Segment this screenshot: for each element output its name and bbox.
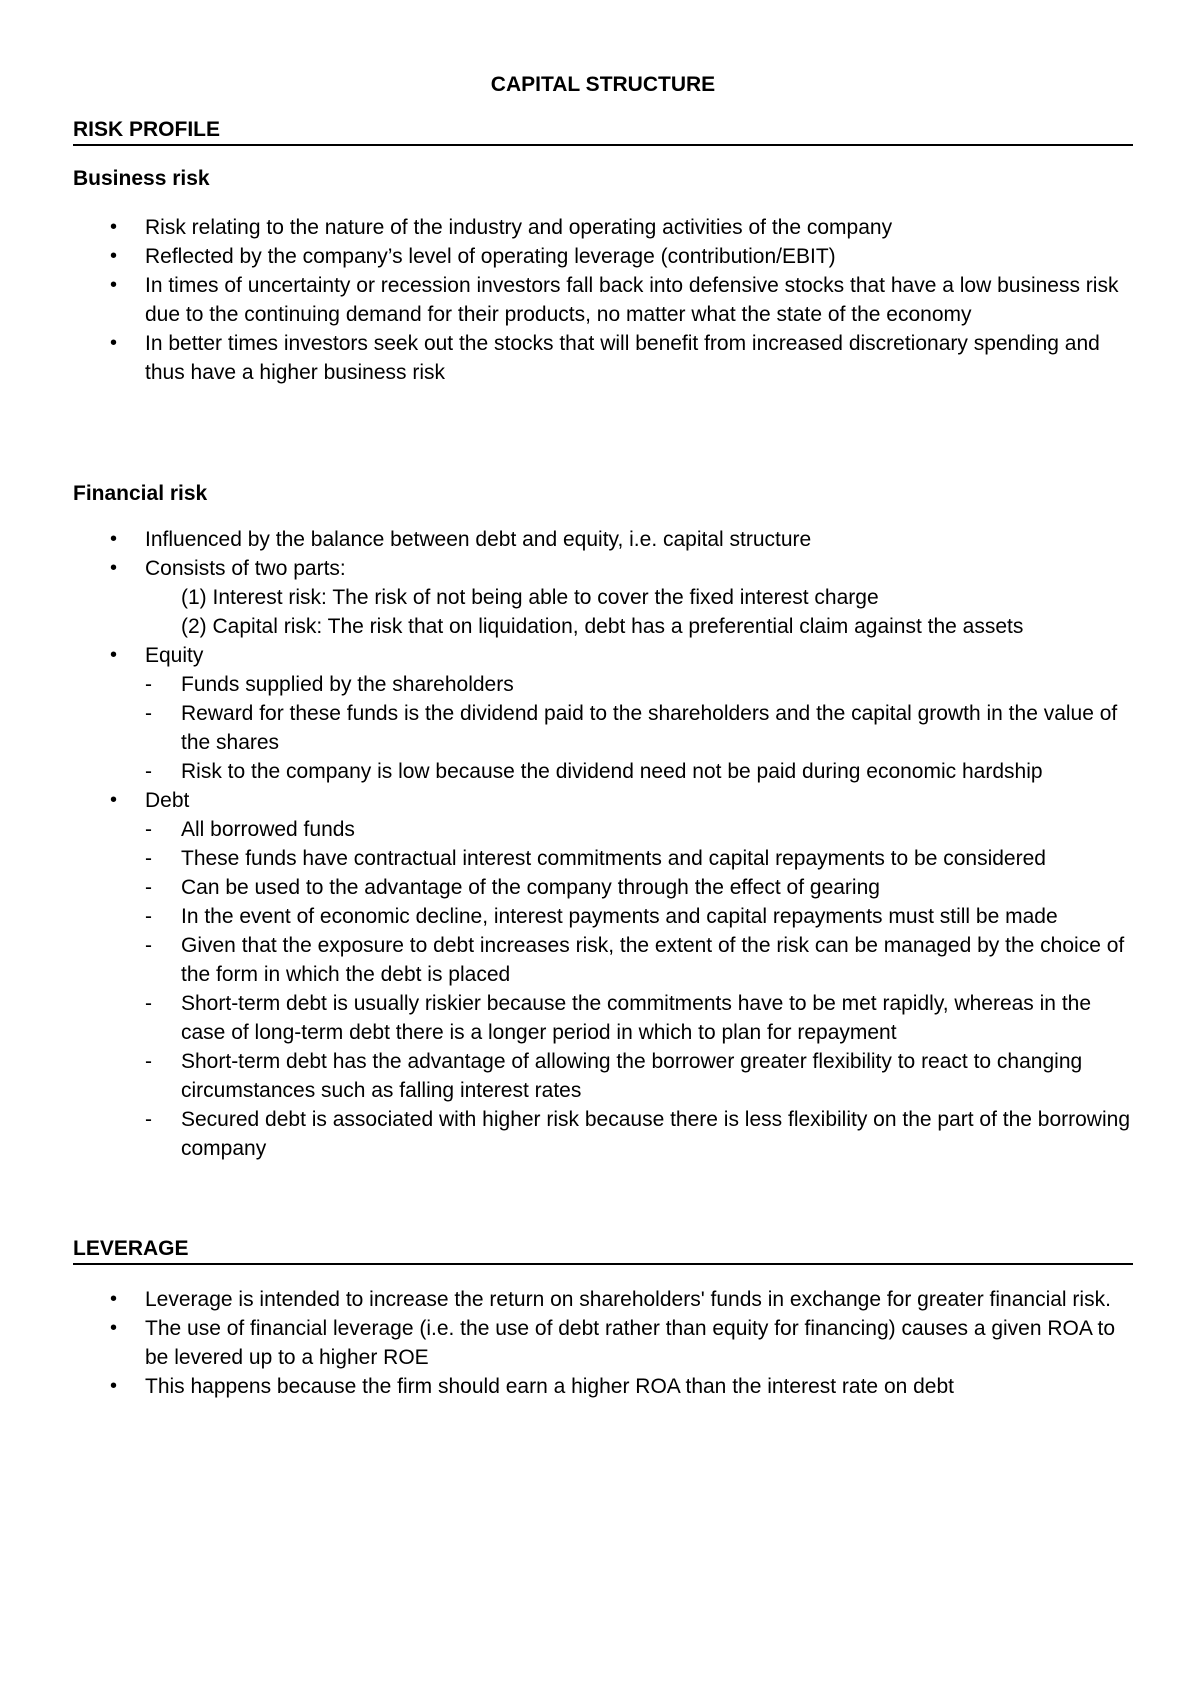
debt-points xyxy=(145,815,1133,1163)
debt-point-text: Can be used to the advantage of the company through the effect of gearing xyxy=(181,876,880,899)
bullet-icon: • xyxy=(110,789,118,811)
list-item-text: Leverage is intended to increase the return on shareholders' funds in exchange for greater financial risk. xyxy=(145,1288,1111,1311)
list-item xyxy=(73,525,1133,554)
debt-point-text: These funds have contractual interest commitments and capital repayments to be considered xyxy=(181,847,1046,870)
debt-point xyxy=(145,989,1133,1047)
debt-point-text: All borrowed funds xyxy=(181,818,355,841)
list-item-text: Reflected by the company’s level of operating leverage (contribution/EBIT) xyxy=(145,245,836,268)
bullet-icon: • xyxy=(110,1375,118,1397)
debt-point-text: Short-term debt has the advantage of allowing the borrower greater flexibility to react to changing circumstances such as falling interest rates xyxy=(181,1050,1083,1102)
equity-point xyxy=(145,670,1133,699)
dash-icon: - xyxy=(145,847,152,870)
list-item xyxy=(73,1314,1133,1372)
financial-risk-list xyxy=(73,525,1133,1163)
list-item xyxy=(73,242,1133,271)
bullet-icon: • xyxy=(110,274,118,296)
debt-point xyxy=(145,873,1133,902)
equity-points xyxy=(145,670,1133,786)
debt-point xyxy=(145,815,1133,844)
bullet-icon: • xyxy=(110,1288,118,1310)
debt-point xyxy=(145,844,1133,873)
subheading-business-risk: Business risk xyxy=(73,167,210,190)
equity-point xyxy=(145,757,1133,786)
dash-icon: - xyxy=(145,876,152,899)
dash-icon: - xyxy=(145,818,152,841)
section-heading-risk-profile: RISK PROFILE xyxy=(73,116,1133,146)
dash-icon: - xyxy=(145,760,152,783)
debt-point xyxy=(145,902,1133,931)
bullet-icon: • xyxy=(110,644,118,666)
list-item-text: This happens because the firm should earn a higher ROA than the interest rate on debt xyxy=(145,1375,955,1398)
dash-icon: - xyxy=(145,992,152,1015)
dash-icon: - xyxy=(145,1050,152,1073)
debt-point xyxy=(145,1105,1133,1163)
list-item xyxy=(73,641,1133,786)
list-item xyxy=(73,213,1133,242)
list-item xyxy=(73,1372,1133,1401)
debt-label: Debt xyxy=(145,789,190,812)
debt-point xyxy=(145,931,1133,989)
debt-point-text: Short-term debt is usually riskier because the commitments have to be met rapidly, whereas in the case of long-term debt there is a longer period in which to plan for repayment xyxy=(181,992,1092,1044)
section-heading-leverage: LEVERAGE xyxy=(73,1235,1133,1265)
list-item xyxy=(73,1285,1133,1314)
bullet-icon: • xyxy=(110,528,118,550)
list-item-text: Consists of two parts: xyxy=(145,557,346,580)
bullet-icon: • xyxy=(110,1317,118,1339)
dash-icon: - xyxy=(145,702,152,725)
dash-icon: - xyxy=(145,934,152,957)
dash-icon: - xyxy=(145,673,152,696)
dash-icon: - xyxy=(145,905,152,928)
bullet-icon: • xyxy=(110,557,118,579)
subheading-financial-risk: Financial risk xyxy=(73,482,208,505)
list-item-text: Influenced by the balance between debt and equity, i.e. capital structure xyxy=(145,528,812,551)
equity-label: Equity xyxy=(145,644,204,667)
debt-point-text: In the event of economic decline, interest payments and capital repayments must still be made xyxy=(181,905,1058,928)
risk-part-capital: (2) Capital risk: The risk that on liquidation, debt has a preferential claim against the assets xyxy=(181,615,1024,638)
list-item xyxy=(73,786,1133,1163)
equity-point-text: Risk to the company is low because the dividend need not be paid during economic hardship xyxy=(181,760,1043,783)
debt-point xyxy=(145,1047,1133,1105)
list-item-text: The use of financial leverage (i.e. the use of debt rather than equity for financing) causes a given ROA to be levered up to a higher ROE xyxy=(145,1317,1116,1369)
document-title: CAPITAL STRUCTURE xyxy=(490,73,716,96)
list-item xyxy=(73,271,1133,329)
equity-point xyxy=(145,699,1133,757)
list-item xyxy=(73,329,1133,387)
list-item-text: In times of uncertainty or recession investors fall back into defensive stocks that have a low business risk due to the continuing demand for their products, no matter what the state of the economy xyxy=(145,274,1119,326)
risk-part-interest: (1) Interest risk: The risk of not being able to cover the fixed interest charge xyxy=(181,586,879,609)
bullet-icon: • xyxy=(110,216,118,238)
dash-icon: - xyxy=(145,1108,152,1131)
list-item-text: In better times investors seek out the stocks that will benefit from increased discretionary spending and thus have a higher business risk xyxy=(145,332,1100,384)
leverage-list xyxy=(73,1285,1133,1401)
list-item xyxy=(73,554,1133,641)
debt-point-text: Secured debt is associated with higher risk because there is less flexibility on the part of the borrowing company xyxy=(181,1108,1130,1160)
bullet-icon: • xyxy=(110,332,118,354)
business-risk-list xyxy=(73,213,1133,387)
list-item-text: Risk relating to the nature of the industry and operating activities of the company xyxy=(145,216,893,239)
debt-point-text: Given that the exposure to debt increases risk, the extent of the risk can be managed by the choice of the form in which the debt is placed xyxy=(181,934,1125,986)
equity-point-text: Funds supplied by the shareholders xyxy=(181,673,514,696)
equity-point-text: Reward for these funds is the dividend paid to the shareholders and the capital growth in the value of the shares xyxy=(181,702,1118,754)
bullet-icon: • xyxy=(110,245,118,267)
risk-parts-list xyxy=(73,583,1133,641)
